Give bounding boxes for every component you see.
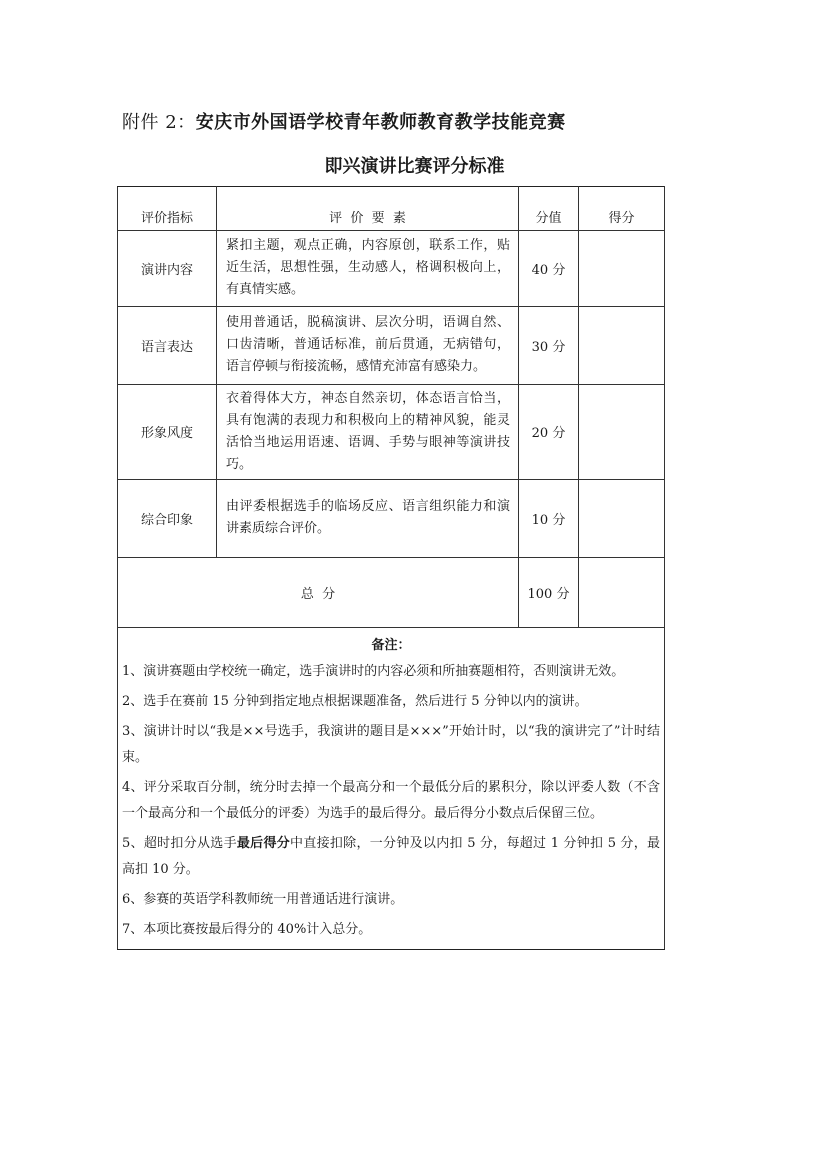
document-subtitle: 即兴演讲比赛评分标准 bbox=[324, 156, 505, 177]
row-points: 30 分 bbox=[519, 306, 579, 384]
note-item: 6、参赛的英语学科教师统一用普通话进行演讲。 bbox=[122, 891, 404, 907]
notes-cell bbox=[118, 627, 665, 949]
title-prefix: 附件 2： bbox=[122, 112, 196, 133]
table-row bbox=[118, 306, 665, 384]
header-points: 分值 bbox=[519, 204, 579, 230]
row-criteria: 由评委根据选手的临场反应、语言组织能力和演讲素质综合评价。 bbox=[217, 479, 519, 557]
row-indicator: 形象风度 bbox=[118, 384, 217, 479]
row-criteria: 紧扣主题，观点正确，内容原创，联系工作，贴近生活，思想性强，生动感人，格调积极向上，有真情实感。 bbox=[217, 230, 519, 306]
row-criteria: 衣着得体大方，神态自然亲切，体态语言恰当，具有饱满的表现力和积极向上的精神风貌，能灵活恰当地运用语速、语调、手势与眼神等演讲技巧。 bbox=[217, 384, 519, 479]
row-indicator: 演讲内容 bbox=[118, 230, 217, 306]
table-row bbox=[118, 384, 665, 479]
header-score: 得分 bbox=[579, 204, 665, 230]
note-item: 4、评分采取百分制，统分时去掉一个最高分和一个最低分后的累积分，除以评委人数（不含一个最高分和一个最低分的评委）为选手的最后得分。最后得分小数点后保留三位。 bbox=[122, 779, 660, 821]
note5-pre: 5、超时扣分从选手 bbox=[122, 835, 237, 851]
notes-title: 备注： bbox=[371, 637, 411, 653]
note5-bold: 最后得分 bbox=[236, 835, 291, 851]
row-points: 20 分 bbox=[519, 384, 579, 479]
note5-post: 中直接扣除，一分钟及以内扣 5 分，每超过 1 分钟扣 5 分，最高扣 10 分。 bbox=[122, 835, 660, 877]
total-points: 100 分 bbox=[519, 557, 579, 627]
row-score-cell[interactable] bbox=[579, 384, 665, 479]
note-item: 3、演讲计时以“我是××号选手，我演讲的题目是×××”开始计时，以“我的演讲完了”计时结束。 bbox=[122, 723, 660, 765]
row-criteria: 使用普通话，脱稿演讲、层次分明，语调自然、口齿清晰，普通话标准，前后贯通，无病错句，语言停顿与衔接流畅，感情充沛富有感染力。 bbox=[217, 306, 519, 384]
row-score-cell[interactable] bbox=[579, 230, 665, 306]
title-main: 安庆市外国语学校青年教师教育教学技能竞赛 bbox=[195, 112, 566, 133]
table-row bbox=[118, 479, 665, 557]
note-item: 7、本项比赛按最后得分的 40%计入总分。 bbox=[122, 921, 372, 937]
row-score-cell[interactable] bbox=[579, 306, 665, 384]
note-item: 1、演讲赛题由学校统一确定，选手演讲时的内容必须和所抽赛题相符，否则演讲无效。 bbox=[122, 663, 625, 679]
row-points: 10 分 bbox=[519, 479, 579, 557]
header-indicator: 评价指标 bbox=[118, 204, 217, 230]
row-indicator: 综合印象 bbox=[118, 479, 217, 557]
table-row bbox=[118, 230, 665, 306]
header-row bbox=[118, 204, 665, 230]
note-item bbox=[122, 831, 660, 883]
total-label: 总 分 bbox=[118, 557, 519, 627]
scoring-table bbox=[117, 186, 665, 950]
note-item: 2、选手在赛前 15 分钟到指定地点根据课题准备，然后进行 5 分钟以内的演讲。 bbox=[122, 693, 588, 709]
document-title bbox=[122, 108, 566, 134]
notes-row bbox=[118, 627, 665, 949]
total-score-cell[interactable] bbox=[579, 557, 665, 627]
header-criteria: 评 价 要 素 bbox=[217, 204, 519, 230]
total-row bbox=[118, 557, 665, 627]
row-points: 40 分 bbox=[519, 230, 579, 306]
row-indicator: 语言表达 bbox=[118, 306, 217, 384]
table-spacer-row bbox=[118, 187, 665, 205]
row-score-cell[interactable] bbox=[579, 479, 665, 557]
